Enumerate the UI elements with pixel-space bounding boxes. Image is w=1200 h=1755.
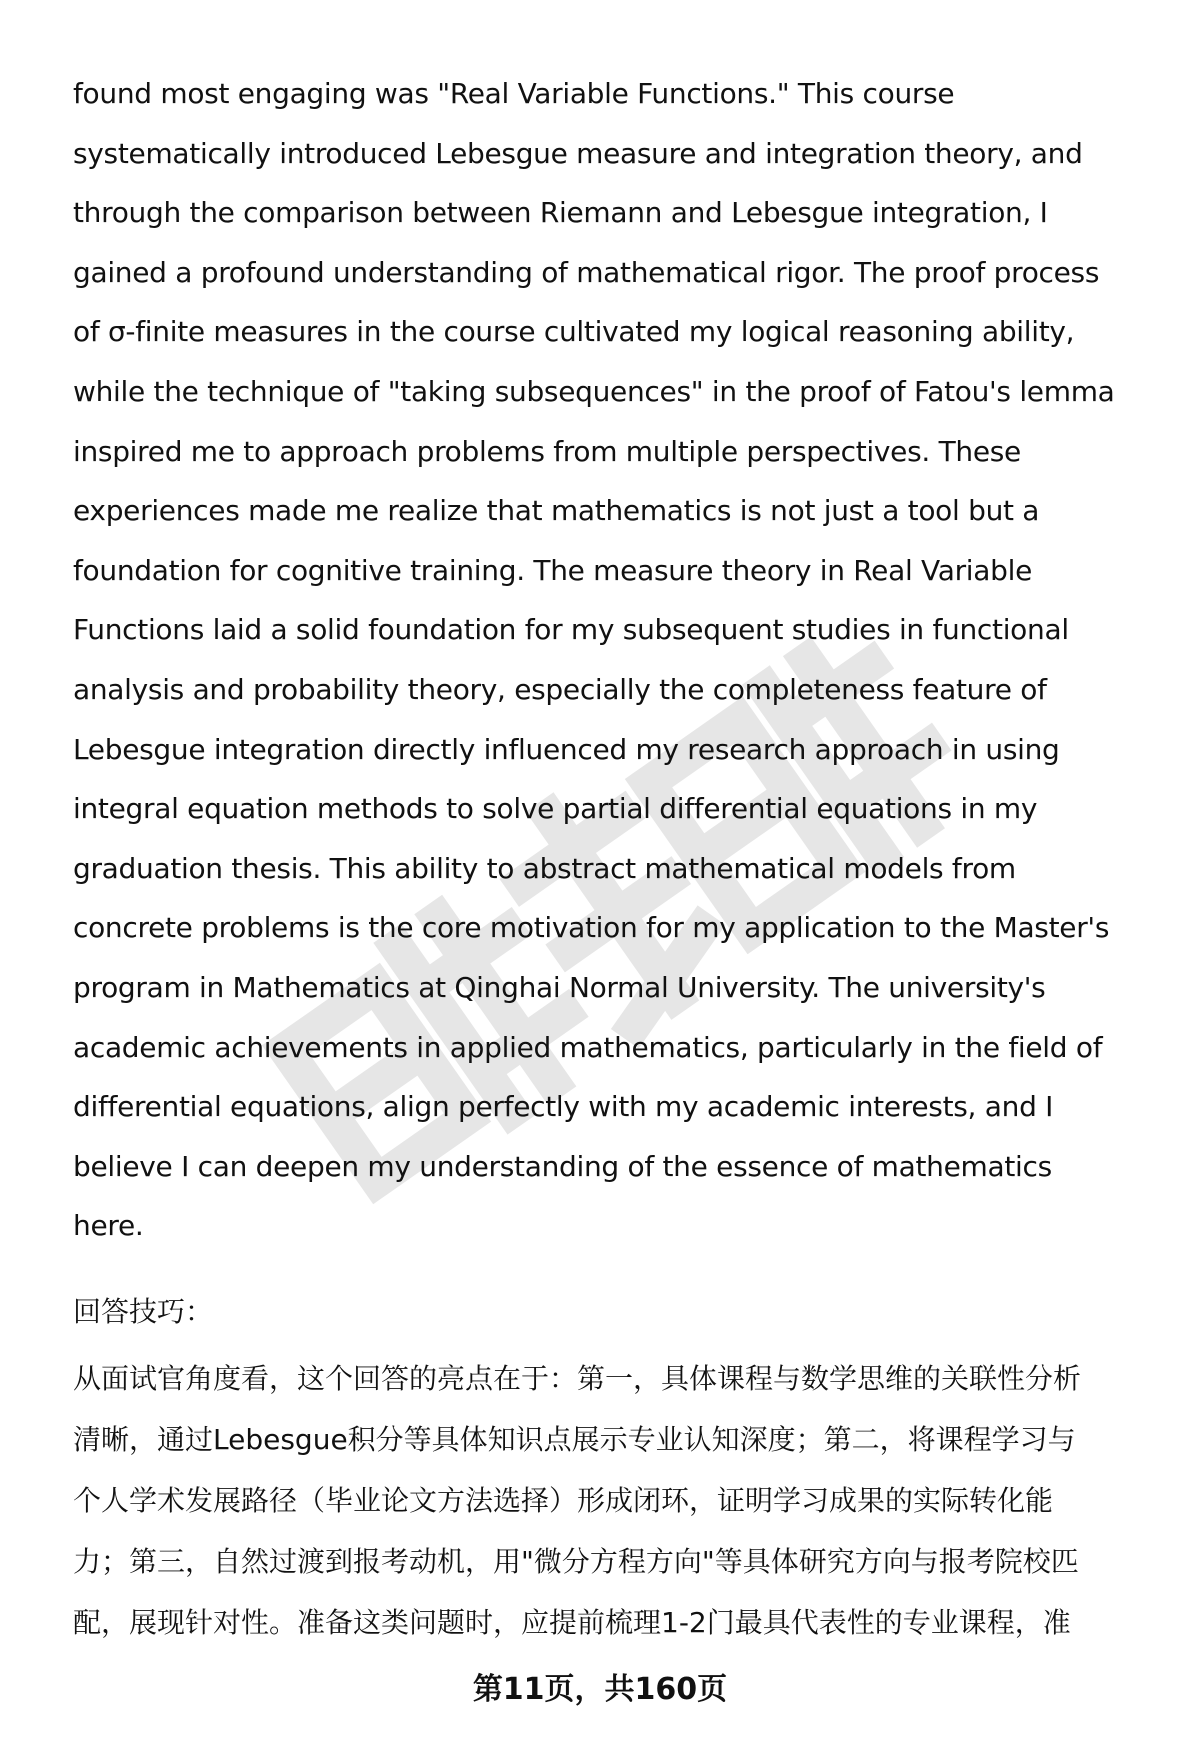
page-number: 第11页，共160页 (472, 1672, 728, 1707)
essay-line: here. (73, 1209, 144, 1243)
essay-line: graduation thesis. This ability to abstract mathematical models from (73, 851, 1016, 885)
essay-line: integral equation methods to solve partial differential equations in my (73, 792, 1038, 826)
essay-line: of σ-finite measures in the course cultivated my logical reasoning ability, (73, 315, 1075, 349)
essay-line: Functions laid a solid foundation for my subsequent studies in functional (73, 613, 1069, 647)
essay-line: program in Mathematics at Qinghai Normal University. The university's (73, 970, 1046, 1004)
essay-line: academic achievements in applied mathematics, particularly in the field of (73, 1030, 1103, 1064)
essay-line: differential equations, align perfectly with my academic interests, and I (73, 1090, 1054, 1124)
essay-line: found most engaging was "Real Variable Functions." This course (73, 77, 955, 110)
tips-line: 配，展现针对性。准备这类问题时，应提前梳理1-2门最具代表性的专业课程，准 (73, 1606, 1071, 1639)
tips-line: 从面试官角度看，这个回答的亮点在于：第一，具体课程与数学思维的关联性分析 (73, 1362, 1082, 1395)
tips-paragraph (73, 1348, 1168, 1653)
tips-heading: 回答技巧： (73, 1295, 214, 1328)
essay-line: believe I can deepen my understanding of the essence of mathematics (73, 1149, 1052, 1183)
essay-line: Lebesgue integration directly influenced my research approach in using (73, 732, 1060, 766)
essay-line: foundation for cognitive training. The measure theory in Real Variable (73, 553, 1033, 587)
essay-section (73, 64, 1168, 1256)
essay-line: systematically introduced Lebesgue measure and integration theory, and (73, 136, 1083, 170)
tips-line: 力；第三，自然过渡到报考动机，用"微分方程方向"等具体研究方向与报考院校匹 (73, 1545, 1079, 1578)
essay-line: concrete problems is the core motivation for my application to the Master's (73, 911, 1110, 945)
essay-line: inspired me to approach problems from multiple perspectives. These (73, 434, 1021, 468)
essay-paragraph (73, 64, 1168, 1256)
essay-line: experiences made me realize that mathematics is not just a tool but a (73, 494, 1040, 528)
essay-line: while the technique of "taking subsequences" in the proof of Fatou's lemma (73, 374, 1115, 408)
tips-line: 个人学术发展路径（毕业论文方法选择）形成闭环，证明学习成果的实际转化能 (73, 1484, 1054, 1517)
essay-line: through the comparison between Riemann and Lebesgue integration, I (73, 196, 1048, 230)
essay-line: gained a profound understanding of mathematical rigor. The proof process (73, 255, 1100, 289)
essay-line: analysis and probability theory, especially the completeness feature of (73, 672, 1047, 706)
answer-tips-section (73, 1282, 1168, 1653)
tips-line: 清晰，通过Lebesgue积分等具体知识点展示专业认知深度；第二，将课程学习与 (73, 1423, 1076, 1456)
